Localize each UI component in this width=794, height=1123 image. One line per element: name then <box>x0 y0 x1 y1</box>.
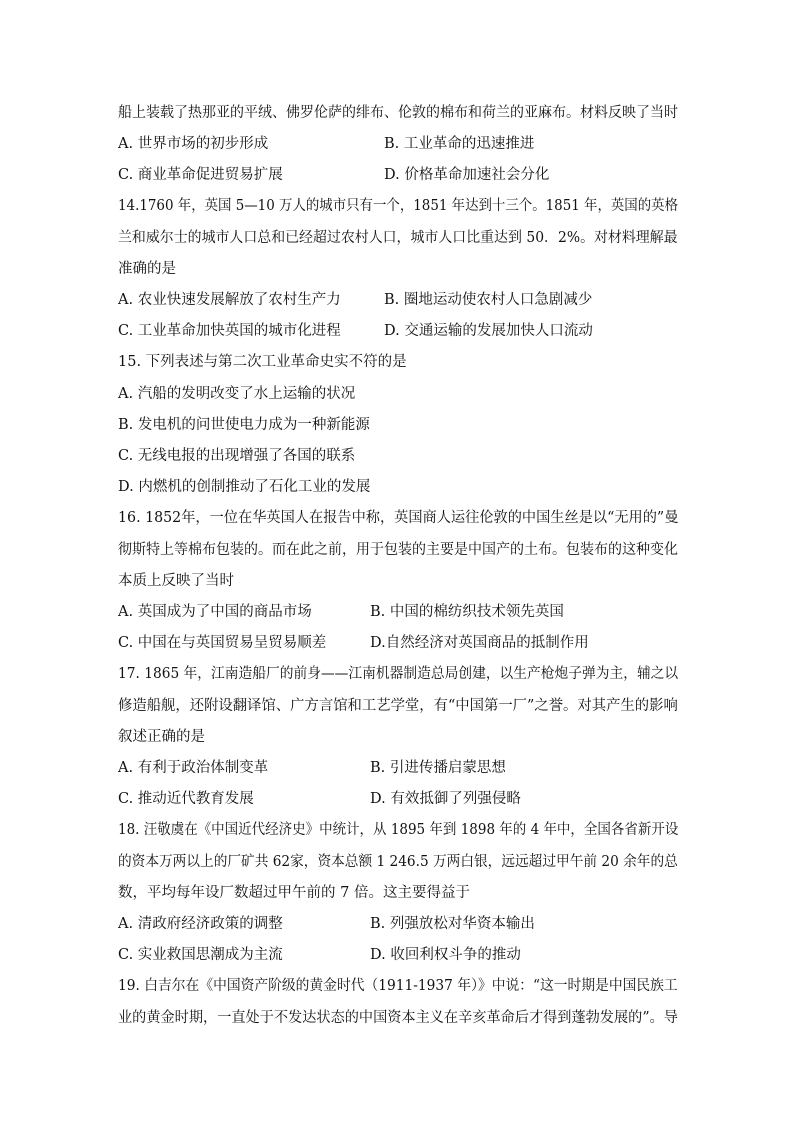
q14-option-b: B. 圈地运动使农村人口急剧减少 <box>384 292 593 308</box>
q18-option-d: D. 收回利权斗争的推动 <box>370 947 521 963</box>
q16-option-b: B. 中国的棉纺织技术领先英国 <box>370 604 564 620</box>
q16-option-d: D.自然经济对英国商品的抵制作用 <box>370 635 589 651</box>
q17-stem-line2: 修造船舰，还附设翻译馆、广方言馆和工艺学堂，有“中国第一厂”之誉。对其产生的影响 <box>118 698 678 714</box>
q18-option-a: A. 清政府经济政策的调整 <box>118 916 283 932</box>
q13-stem: 船上装载了热那亚的平绒、佛罗伦萨的绯布、伦敦的棉布和荷兰的亚麻布。材料反映了当时 <box>118 105 678 121</box>
q14-option-a: A. 农业快速发展解放了农村生产力 <box>118 292 341 308</box>
q14-option-c: C. 工业革命加快英国的城市化进程 <box>118 323 341 339</box>
q14-stem-line1: 14.1760 年，英国 5—10 万人的城市只有一个，1851 年达到十三个。1851 年，英国的英格 <box>118 198 678 214</box>
q13-option-d: D. 价格革命加速社会分化 <box>384 167 550 183</box>
q18-option-c: C. 实业救国思潮成为主流 <box>118 947 283 963</box>
q17-stem-line1: 17. 1865 年，江南造船厂的前身——江南机器制造总局创建，以生产枪炮子弹为主，辅之以 <box>118 666 679 682</box>
q14-option-d: D. 交通运输的发展加快人口流动 <box>384 323 593 339</box>
q18-stem-line1: 18. 汪敬虞在《中国近代经济史》中统计，从 1895 年到 1898 年的 4 年中，全国各省新开设 <box>118 822 679 838</box>
q18-stem-line3: 数，平均每年设厂数超过甲午前的 7 倍。这主要得益于 <box>118 885 470 901</box>
q13-option-a: A. 世界市场的初步形成 <box>118 136 269 152</box>
q17-option-a: A. 有利于政治体制变革 <box>118 760 269 776</box>
q16-stem-line3: 本质上反映了当时 <box>118 573 234 589</box>
q19-stem-line1: 19. 白吉尔在《中国资产阶级的黄金时代（1911-1937 年）》中说：“这一时期是中国民族工 <box>118 978 678 994</box>
q15-option-b: B. 发电机的问世使电力成为一种新能源 <box>118 417 370 433</box>
q13-option-b: B. 工业革命的迅速推进 <box>384 136 535 152</box>
q17-stem-line3: 叙述正确的是 <box>118 729 205 745</box>
q18-stem-line2: 的资本万两以上的厂矿共 62家，资本总额 1 246.5 万两白银，远远超过甲午前 20 余年的总 <box>118 854 678 870</box>
q17-option-d: D. 有效抵御了列强侵略 <box>370 791 521 807</box>
q15-option-c: C. 无线电报的出现增强了各国的联系 <box>118 448 356 464</box>
q15-option-a: A. 汽船的发明改变了水上运输的状况 <box>118 386 356 402</box>
q16-stem-line1: 16. 1852年，一位在华英国人在报告中称，英国商人运往伦敦的中国生丝是以“无用的”曼 <box>118 510 679 526</box>
q19-stem-line2: 业的黄金时期，一直处于不发达状态的中国资本主义在辛亥革命后才得到蓬勃发展的”。导 <box>118 1010 678 1026</box>
q17-option-c: C. 推动近代教育发展 <box>118 791 254 807</box>
q17-option-b: B. 引进传播启蒙思想 <box>370 760 506 776</box>
q13-option-c: C. 商业革命促进贸易扩展 <box>118 167 283 183</box>
q14-stem-line3: 准确的是 <box>118 261 176 277</box>
q15-option-d: D. 内燃机的创制推动了石化工业的发展 <box>118 479 371 495</box>
q16-option-c: C. 中国在与英国贸易呈贸易顺差 <box>118 635 327 651</box>
q16-option-a: A. 英国成为了中国的商品市场 <box>118 604 312 620</box>
q14-stem-line2: 兰和威尔士的城市人口总和已经超过农村人口，城市人口比重达到 50．2%。对材料理解最 <box>118 230 678 246</box>
q16-stem-line2: 彻斯特上等棉布包装的。而在此之前，用于包装的主要是中国产的土布。包装布的这种变化 <box>118 542 678 558</box>
q18-option-b: B. 列强放松对华资本输出 <box>370 916 535 932</box>
q15-stem: 15. 下列表述与第二次工业革命史实不符的是 <box>118 354 407 370</box>
